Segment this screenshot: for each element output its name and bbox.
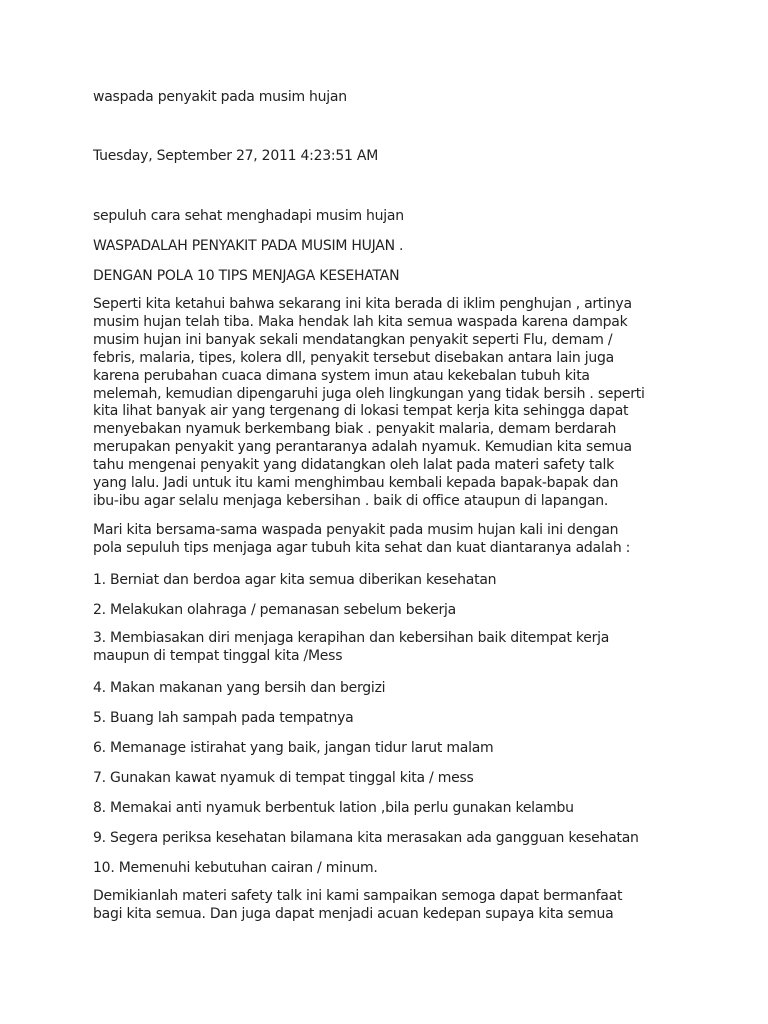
tip-line: 3. Membiasakan diri menjaga kerapihan dan kebersihan baik ditempat kerja xyxy=(93,630,610,646)
tip-item-8: 8. Memakai anti nyamuk berbentuk lation ,bila perlu gunakan kelambu xyxy=(93,800,574,816)
paragraph-line: yang lalu. Jadi untuk itu kami menghimbau kembali kepada bapak-bapak dan xyxy=(93,475,619,492)
heading-sepuluh-cara: sepuluh cara sehat menghadapi musim hujan xyxy=(93,208,404,224)
tip-item-1: 1. Berniat dan berdoa agar kita semua diberikan kesehatan xyxy=(93,572,497,588)
tip-item-2: 2. Melakukan olahraga / pemanasan sebelum bekerja xyxy=(93,602,456,618)
paragraph-line: kita lihat banyak air yang tergenang di lokasi tempat kerja kita sehingga dapat xyxy=(93,403,629,420)
paragraph-line: Seperti kita ketahui bahwa sekarang ini kita berada di iklim penghujan , artinya xyxy=(93,296,632,312)
paragraph-line: merupakan penyakit yang perantaranya adalah nyamuk. Kemudian kita semua xyxy=(93,439,632,456)
tip-item-4: 4. Makan makanan yang bersih dan bergizi xyxy=(93,680,386,696)
document-title: waspada penyakit pada musim hujan xyxy=(93,89,347,105)
paragraph-line: melemah, kemudian dipengaruhi juga oleh lingkungan yang tidak bersih . seperti xyxy=(93,385,645,402)
paragraph-line: bagi kita semua. Dan juga dapat menjadi acuan kedepan supaya kita semua xyxy=(93,905,614,922)
lead-in-paragraph xyxy=(93,522,713,558)
paragraph-line: musim hujan ini banyak sekali mendatangkan penyakit seperti Flu, demam / xyxy=(93,331,613,348)
paragraph-line: febris, malaria, tipes, kolera dll, penyakit tersebut disebakan antara lain juga xyxy=(93,349,614,366)
paragraph-line: tahu mengenai penyakit yang didatangkan oleh lalat pada materi safety talk xyxy=(93,457,615,474)
intro-paragraph xyxy=(93,296,713,511)
paragraph-line: ibu-ibu agar selalu menjaga kebersihan . baik di office ataupun di lapangan. xyxy=(93,492,609,509)
post-datetime: Tuesday, September 27, 2011 4:23:51 AM xyxy=(93,148,379,164)
paragraph-line: karena perubahan cuaca dimana system imun atau kekebalan tubuh kita xyxy=(93,367,590,384)
tip-item-5: 5. Buang lah sampah pada tempatnya xyxy=(93,710,354,726)
tip-item-9: 9. Segera periksa kesehatan bilamana kita merasakan ada gangguan kesehatan xyxy=(93,830,639,846)
tip-item-10: 10. Memenuhi kebutuhan cairan / minum. xyxy=(93,860,378,876)
paragraph-line: Demikianlah materi safety talk ini kami sampaikan semoga dapat bermanfaat xyxy=(93,888,623,904)
heading-waspadalah: WASPADALAH PENYAKIT PADA MUSIM HUJAN . xyxy=(93,238,404,254)
heading-pola-tips: DENGAN POLA 10 TIPS MENJAGA KESEHATAN xyxy=(93,268,400,284)
paragraph-line: Mari kita bersama-sama waspada penyakit pada musim hujan kali ini dengan xyxy=(93,522,619,538)
paragraph-line: pola sepuluh tips menjaga agar tubuh kita sehat dan kuat diantaranya adalah : xyxy=(93,539,631,556)
paragraph-line: menyebakan nyamuk berkembang biak . penyakit malaria, demam berdarah xyxy=(93,421,617,438)
paragraph-line: musim hujan telah tiba. Maka hendak lah kita semua waspada karena dampak xyxy=(93,313,628,330)
tip-item-7: 7. Gunakan kawat nyamuk di tempat tinggal kita / mess xyxy=(93,770,474,786)
tip-item-6: 6. Memanage istirahat yang baik, jangan tidur larut malam xyxy=(93,740,494,756)
tip-line: maupun di tempat tinggal kita /Mess xyxy=(93,647,343,664)
tip-item-3 xyxy=(93,630,713,666)
closing-paragraph xyxy=(93,888,713,924)
